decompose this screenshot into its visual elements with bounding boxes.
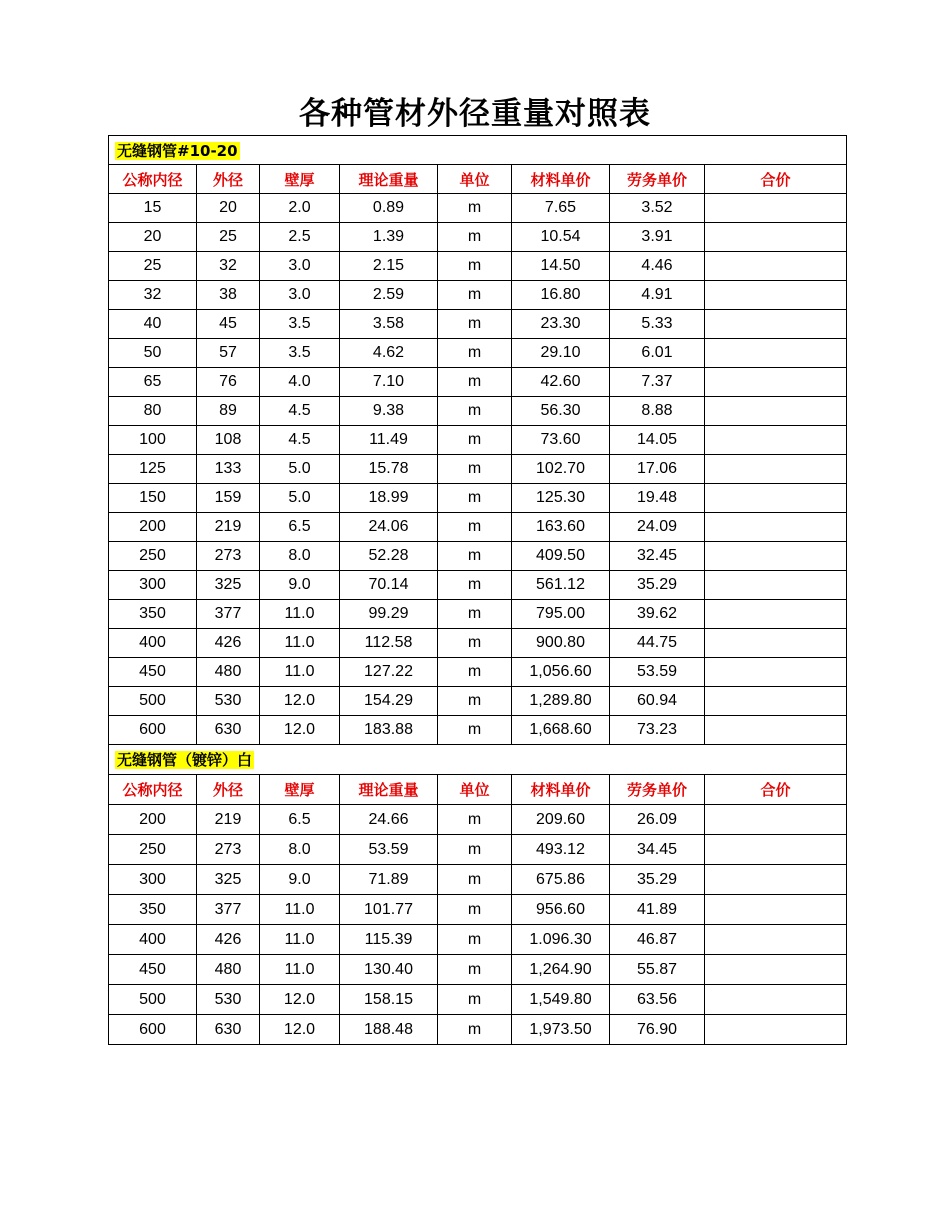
cell-outer-diameter: 325 (197, 571, 260, 600)
cell-total-price (705, 629, 847, 658)
cell-nominal-diameter: 600 (109, 1015, 197, 1045)
column-header-nominal-diameter: 公称内径 (109, 165, 197, 194)
cell-material-price: 125.30 (512, 484, 610, 513)
column-header-wall-thickness: 壁厚 (260, 775, 340, 805)
cell-unit: m (438, 252, 512, 281)
column-header-total-price: 合价 (705, 165, 847, 194)
cell-labor-price: 32.45 (610, 542, 705, 571)
cell-theoretical-weight: 158.15 (340, 985, 438, 1015)
cell-theoretical-weight: 18.99 (340, 484, 438, 513)
cell-theoretical-weight: 1.39 (340, 223, 438, 252)
cell-unit: m (438, 339, 512, 368)
cell-wall-thickness: 12.0 (260, 985, 340, 1015)
cell-theoretical-weight: 99.29 (340, 600, 438, 629)
cell-unit: m (438, 1015, 512, 1045)
cell-outer-diameter: 219 (197, 513, 260, 542)
cell-material-price: 56.30 (512, 397, 610, 426)
cell-material-price: 1,668.60 (512, 716, 610, 745)
table-row (109, 716, 847, 745)
cell-material-price: 1.096.30 (512, 925, 610, 955)
cell-theoretical-weight: 24.66 (340, 805, 438, 835)
cell-unit: m (438, 687, 512, 716)
cell-labor-price: 6.01 (610, 339, 705, 368)
cell-nominal-diameter: 450 (109, 658, 197, 687)
cell-theoretical-weight: 188.48 (340, 1015, 438, 1045)
cell-outer-diameter: 426 (197, 629, 260, 658)
cell-material-price: 209.60 (512, 805, 610, 835)
cell-total-price (705, 426, 847, 455)
cell-unit: m (438, 484, 512, 513)
cell-outer-diameter: 57 (197, 339, 260, 368)
column-header-outer-diameter: 外径 (197, 165, 260, 194)
cell-nominal-diameter: 250 (109, 835, 197, 865)
cell-material-price: 163.60 (512, 513, 610, 542)
cell-outer-diameter: 377 (197, 895, 260, 925)
cell-theoretical-weight: 53.59 (340, 835, 438, 865)
section-title-row (109, 136, 847, 165)
cell-total-price (705, 223, 847, 252)
column-header-material-price: 材料单价 (512, 775, 610, 805)
cell-wall-thickness: 12.0 (260, 1015, 340, 1045)
cell-wall-thickness: 12.0 (260, 716, 340, 745)
cell-labor-price: 14.05 (610, 426, 705, 455)
section-title: 无缝钢管#10-20 (117, 141, 238, 160)
cell-outer-diameter: 426 (197, 925, 260, 955)
cell-theoretical-weight: 130.40 (340, 955, 438, 985)
cell-total-price (705, 571, 847, 600)
cell-material-price: 42.60 (512, 368, 610, 397)
section-title-cell (109, 745, 847, 775)
table-row (109, 310, 847, 339)
cell-theoretical-weight: 24.06 (340, 513, 438, 542)
cell-labor-price: 8.88 (610, 397, 705, 426)
cell-unit: m (438, 925, 512, 955)
cell-outer-diameter: 530 (197, 687, 260, 716)
cell-nominal-diameter: 250 (109, 542, 197, 571)
cell-wall-thickness: 8.0 (260, 542, 340, 571)
cell-unit: m (438, 223, 512, 252)
cell-theoretical-weight: 71.89 (340, 865, 438, 895)
table-body (109, 136, 847, 1045)
cell-wall-thickness: 9.0 (260, 571, 340, 600)
cell-nominal-diameter: 300 (109, 865, 197, 895)
cell-wall-thickness: 11.0 (260, 600, 340, 629)
cell-theoretical-weight: 52.28 (340, 542, 438, 571)
cell-labor-price: 44.75 (610, 629, 705, 658)
cell-outer-diameter: 76 (197, 368, 260, 397)
cell-outer-diameter: 377 (197, 600, 260, 629)
table-row (109, 455, 847, 484)
cell-total-price (705, 925, 847, 955)
cell-unit: m (438, 955, 512, 985)
cell-total-price (705, 252, 847, 281)
cell-material-price: 493.12 (512, 835, 610, 865)
cell-theoretical-weight: 2.59 (340, 281, 438, 310)
table-row (109, 426, 847, 455)
cell-unit: m (438, 805, 512, 835)
cell-labor-price: 34.45 (610, 835, 705, 865)
cell-material-price: 956.60 (512, 895, 610, 925)
cell-labor-price: 41.89 (610, 895, 705, 925)
cell-labor-price: 53.59 (610, 658, 705, 687)
cell-total-price (705, 658, 847, 687)
cell-total-price (705, 805, 847, 835)
cell-unit: m (438, 600, 512, 629)
column-header-unit: 单位 (438, 165, 512, 194)
cell-total-price (705, 368, 847, 397)
cell-material-price: 1,289.80 (512, 687, 610, 716)
cell-wall-thickness: 3.0 (260, 252, 340, 281)
cell-labor-price: 55.87 (610, 955, 705, 985)
cell-material-price: 16.80 (512, 281, 610, 310)
cell-total-price (705, 194, 847, 223)
cell-theoretical-weight: 3.58 (340, 310, 438, 339)
cell-unit: m (438, 455, 512, 484)
column-header-theoretical-weight: 理论重量 (340, 775, 438, 805)
cell-wall-thickness: 9.0 (260, 865, 340, 895)
section-title-row (109, 745, 847, 775)
cell-outer-diameter: 45 (197, 310, 260, 339)
cell-nominal-diameter: 500 (109, 687, 197, 716)
cell-theoretical-weight: 0.89 (340, 194, 438, 223)
cell-theoretical-weight: 127.22 (340, 658, 438, 687)
cell-total-price (705, 281, 847, 310)
cell-unit: m (438, 368, 512, 397)
cell-unit: m (438, 571, 512, 600)
cell-unit: m (438, 629, 512, 658)
cell-labor-price: 5.33 (610, 310, 705, 339)
header-row (109, 165, 847, 194)
cell-labor-price: 19.48 (610, 484, 705, 513)
cell-labor-price: 35.29 (610, 571, 705, 600)
cell-nominal-diameter: 125 (109, 455, 197, 484)
table-row (109, 925, 847, 955)
cell-labor-price: 3.91 (610, 223, 705, 252)
table-row (109, 397, 847, 426)
cell-material-price: 14.50 (512, 252, 610, 281)
cell-total-price (705, 865, 847, 895)
cell-wall-thickness: 4.5 (260, 426, 340, 455)
cell-material-price: 29.10 (512, 339, 610, 368)
pipe-spec-table (108, 135, 847, 1045)
cell-labor-price: 46.87 (610, 925, 705, 955)
cell-outer-diameter: 38 (197, 281, 260, 310)
cell-theoretical-weight: 2.15 (340, 252, 438, 281)
cell-wall-thickness: 6.5 (260, 513, 340, 542)
cell-labor-price: 17.06 (610, 455, 705, 484)
cell-unit: m (438, 835, 512, 865)
cell-nominal-diameter: 80 (109, 397, 197, 426)
cell-labor-price: 39.62 (610, 600, 705, 629)
cell-wall-thickness: 5.0 (260, 455, 340, 484)
cell-nominal-diameter: 20 (109, 223, 197, 252)
cell-total-price (705, 835, 847, 865)
cell-outer-diameter: 20 (197, 194, 260, 223)
cell-unit: m (438, 426, 512, 455)
cell-outer-diameter: 273 (197, 542, 260, 571)
cell-nominal-diameter: 450 (109, 955, 197, 985)
cell-theoretical-weight: 115.39 (340, 925, 438, 955)
cell-unit: m (438, 281, 512, 310)
cell-labor-price: 24.09 (610, 513, 705, 542)
cell-material-price: 23.30 (512, 310, 610, 339)
cell-material-price: 409.50 (512, 542, 610, 571)
cell-total-price (705, 310, 847, 339)
cell-wall-thickness: 8.0 (260, 835, 340, 865)
cell-nominal-diameter: 100 (109, 426, 197, 455)
cell-nominal-diameter: 350 (109, 895, 197, 925)
cell-labor-price: 4.46 (610, 252, 705, 281)
table-row (109, 955, 847, 985)
cell-nominal-diameter: 500 (109, 985, 197, 1015)
cell-material-price: 1,973.50 (512, 1015, 610, 1045)
table-row (109, 629, 847, 658)
table-row (109, 600, 847, 629)
cell-theoretical-weight: 112.58 (340, 629, 438, 658)
column-header-material-price: 材料单价 (512, 165, 610, 194)
cell-total-price (705, 955, 847, 985)
cell-material-price: 7.65 (512, 194, 610, 223)
cell-nominal-diameter: 300 (109, 571, 197, 600)
table-row (109, 571, 847, 600)
cell-unit: m (438, 542, 512, 571)
cell-labor-price: 35.29 (610, 865, 705, 895)
cell-unit: m (438, 194, 512, 223)
column-header-labor-price: 劳务单价 (610, 775, 705, 805)
cell-outer-diameter: 25 (197, 223, 260, 252)
cell-total-price (705, 513, 847, 542)
table-row (109, 542, 847, 571)
table-row (109, 687, 847, 716)
cell-theoretical-weight: 9.38 (340, 397, 438, 426)
cell-wall-thickness: 11.0 (260, 658, 340, 687)
cell-theoretical-weight: 101.77 (340, 895, 438, 925)
cell-outer-diameter: 630 (197, 1015, 260, 1045)
cell-unit: m (438, 985, 512, 1015)
cell-material-price: 900.80 (512, 629, 610, 658)
cell-wall-thickness: 2.5 (260, 223, 340, 252)
cell-outer-diameter: 32 (197, 252, 260, 281)
cell-total-price (705, 716, 847, 745)
column-header-total-price: 合价 (705, 775, 847, 805)
table-row (109, 368, 847, 397)
table-row (109, 1015, 847, 1045)
cell-unit: m (438, 658, 512, 687)
cell-unit: m (438, 716, 512, 745)
cell-total-price (705, 895, 847, 925)
table-row (109, 658, 847, 687)
cell-theoretical-weight: 154.29 (340, 687, 438, 716)
cell-material-price: 675.86 (512, 865, 610, 895)
table-row (109, 895, 847, 925)
cell-material-price: 102.70 (512, 455, 610, 484)
cell-wall-thickness: 4.5 (260, 397, 340, 426)
cell-nominal-diameter: 400 (109, 629, 197, 658)
cell-total-price (705, 339, 847, 368)
cell-labor-price: 60.94 (610, 687, 705, 716)
table-row (109, 513, 847, 542)
cell-material-price: 561.12 (512, 571, 610, 600)
cell-unit: m (438, 310, 512, 339)
cell-nominal-diameter: 150 (109, 484, 197, 513)
cell-outer-diameter: 89 (197, 397, 260, 426)
cell-outer-diameter: 273 (197, 835, 260, 865)
cell-labor-price: 73.23 (610, 716, 705, 745)
table-row (109, 339, 847, 368)
cell-outer-diameter: 108 (197, 426, 260, 455)
cell-total-price (705, 687, 847, 716)
cell-total-price (705, 397, 847, 426)
section-title: 无缝钢管（镀锌）白 (117, 751, 253, 769)
cell-outer-diameter: 480 (197, 658, 260, 687)
cell-material-price: 10.54 (512, 223, 610, 252)
cell-total-price (705, 1015, 847, 1045)
cell-labor-price: 63.56 (610, 985, 705, 1015)
cell-labor-price: 7.37 (610, 368, 705, 397)
cell-material-price: 73.60 (512, 426, 610, 455)
cell-total-price (705, 542, 847, 571)
table-row (109, 194, 847, 223)
table-row (109, 985, 847, 1015)
cell-theoretical-weight: 70.14 (340, 571, 438, 600)
column-header-wall-thickness: 壁厚 (260, 165, 340, 194)
cell-nominal-diameter: 200 (109, 513, 197, 542)
cell-wall-thickness: 3.5 (260, 310, 340, 339)
cell-wall-thickness: 11.0 (260, 629, 340, 658)
page-title: 各种管材外径重量对照表 (299, 96, 651, 132)
cell-unit: m (438, 513, 512, 542)
cell-material-price: 1,264.90 (512, 955, 610, 985)
cell-wall-thickness: 11.0 (260, 895, 340, 925)
cell-material-price: 795.00 (512, 600, 610, 629)
cell-wall-thickness: 12.0 (260, 687, 340, 716)
cell-nominal-diameter: 32 (109, 281, 197, 310)
cell-total-price (705, 600, 847, 629)
table-row (109, 865, 847, 895)
column-header-unit: 单位 (438, 775, 512, 805)
cell-nominal-diameter: 350 (109, 600, 197, 629)
cell-unit: m (438, 865, 512, 895)
cell-theoretical-weight: 15.78 (340, 455, 438, 484)
cell-wall-thickness: 6.5 (260, 805, 340, 835)
cell-nominal-diameter: 600 (109, 716, 197, 745)
cell-total-price (705, 985, 847, 1015)
cell-unit: m (438, 397, 512, 426)
cell-nominal-diameter: 15 (109, 194, 197, 223)
cell-total-price (705, 455, 847, 484)
cell-wall-thickness: 4.0 (260, 368, 340, 397)
cell-total-price (705, 484, 847, 513)
cell-nominal-diameter: 25 (109, 252, 197, 281)
cell-labor-price: 3.52 (610, 194, 705, 223)
cell-material-price: 1,056.60 (512, 658, 610, 687)
table-row (109, 281, 847, 310)
cell-nominal-diameter: 40 (109, 310, 197, 339)
column-header-outer-diameter: 外径 (197, 775, 260, 805)
column-header-nominal-diameter: 公称内径 (109, 775, 197, 805)
cell-outer-diameter: 630 (197, 716, 260, 745)
cell-outer-diameter: 159 (197, 484, 260, 513)
column-header-labor-price: 劳务单价 (610, 165, 705, 194)
cell-outer-diameter: 480 (197, 955, 260, 985)
cell-wall-thickness: 11.0 (260, 925, 340, 955)
cell-nominal-diameter: 65 (109, 368, 197, 397)
column-header-theoretical-weight: 理论重量 (340, 165, 438, 194)
table-row (109, 223, 847, 252)
cell-wall-thickness: 2.0 (260, 194, 340, 223)
cell-nominal-diameter: 50 (109, 339, 197, 368)
cell-outer-diameter: 325 (197, 865, 260, 895)
cell-nominal-diameter: 400 (109, 925, 197, 955)
table-row (109, 252, 847, 281)
cell-material-price: 1,549.80 (512, 985, 610, 1015)
cell-theoretical-weight: 11.49 (340, 426, 438, 455)
table-row (109, 835, 847, 865)
cell-theoretical-weight: 7.10 (340, 368, 438, 397)
cell-outer-diameter: 219 (197, 805, 260, 835)
table-row (109, 484, 847, 513)
cell-labor-price: 4.91 (610, 281, 705, 310)
cell-wall-thickness: 11.0 (260, 955, 340, 985)
cell-labor-price: 76.90 (610, 1015, 705, 1045)
cell-wall-thickness: 5.0 (260, 484, 340, 513)
cell-theoretical-weight: 4.62 (340, 339, 438, 368)
section-title-cell (109, 136, 847, 165)
cell-wall-thickness: 3.5 (260, 339, 340, 368)
cell-outer-diameter: 133 (197, 455, 260, 484)
cell-labor-price: 26.09 (610, 805, 705, 835)
cell-unit: m (438, 895, 512, 925)
header-row (109, 775, 847, 805)
cell-wall-thickness: 3.0 (260, 281, 340, 310)
table-row (109, 805, 847, 835)
cell-nominal-diameter: 200 (109, 805, 197, 835)
cell-outer-diameter: 530 (197, 985, 260, 1015)
cell-theoretical-weight: 183.88 (340, 716, 438, 745)
